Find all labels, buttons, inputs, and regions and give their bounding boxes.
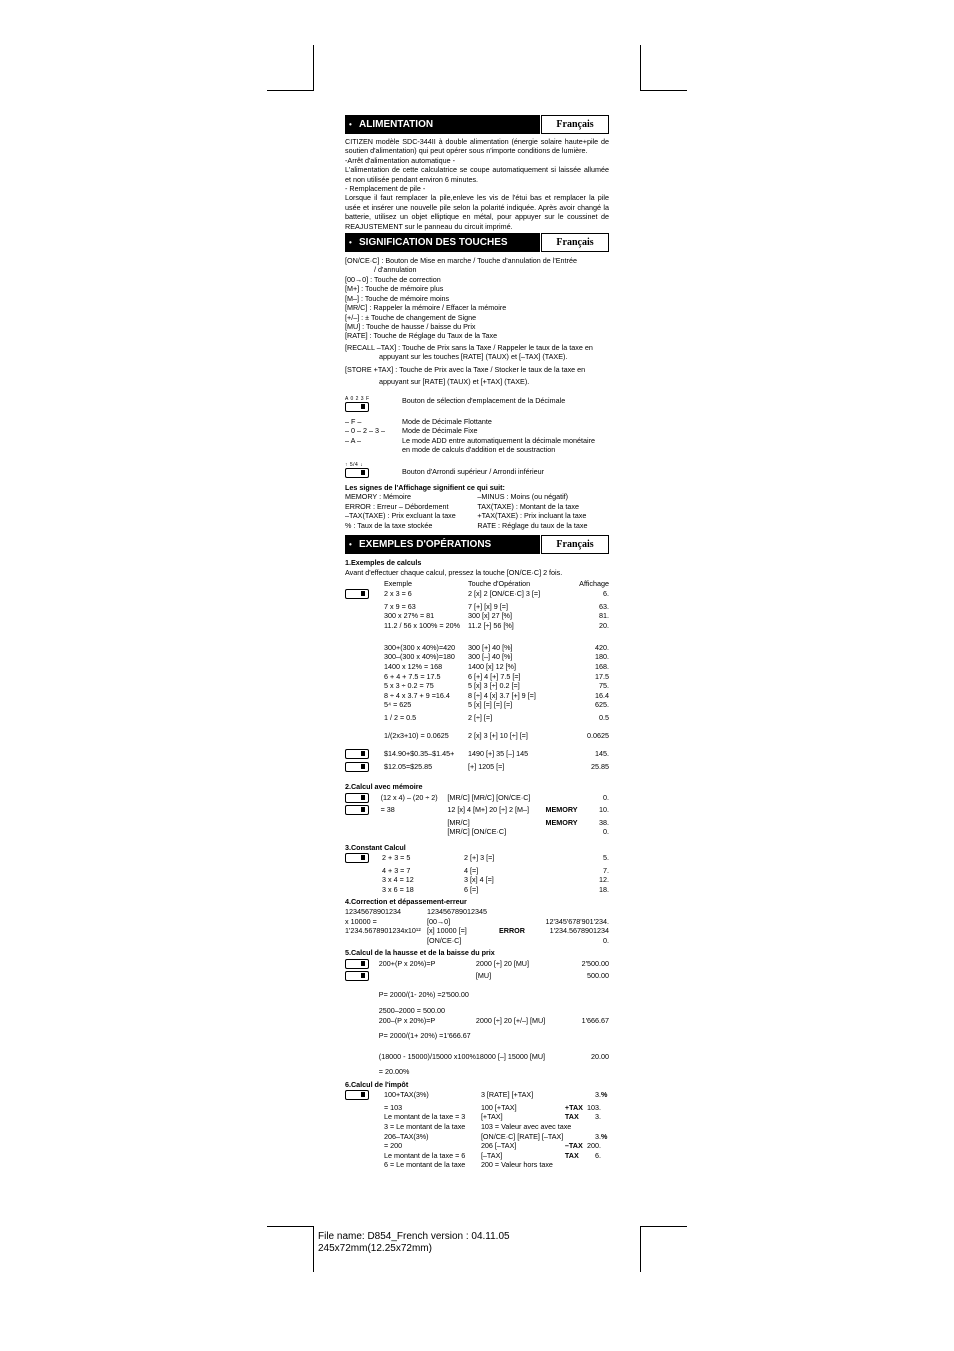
mode-desc: Mode de Décimale Flottante <box>402 416 492 426</box>
key-desc: / d'annulation <box>374 265 417 275</box>
sign-item: MEMORY : Mémoire <box>345 492 412 502</box>
table-row: 300 x 27% = 81 300 [x] 27 [%] 81. <box>384 611 609 621</box>
table-row: 12345678901234 123456789012345 <box>345 907 487 917</box>
table-row: 206–TAX(3%) [ON/CE·C] [RATE] [–TAX] 3. % <box>383 1131 608 1141</box>
key-desc: [00→0] : Touche de correction <box>345 274 441 284</box>
paragraph: CITIZEN modèle SDC-344II à double alimentation (énergie solaire haute+pile de soutien d'alimentation) qui peut opérer sous n'importe conditions de lumière. <box>345 137 609 156</box>
table-row: = 103 100 [+TAX] +TAX 103. <box>383 1102 601 1112</box>
mode-key: – 0 – 2 – 3 – <box>345 426 385 436</box>
table-row: = 200 206 [–TAX] –TAX 200. <box>383 1141 601 1151</box>
switch-label: A 0 2 3 F <box>345 396 370 403</box>
memory-table <box>345 793 609 837</box>
table-row: 200–(P x 20%)=P 2000 [÷] 20 [+/–] [MU] 1'666.67 <box>378 1015 609 1025</box>
table-row: P= 2000/(1- 20%) =2'500.00 <box>378 990 469 1000</box>
footer-line: 245x72mm(12.25x72mm) <box>318 1243 432 1254</box>
mode-row <box>345 436 609 455</box>
decimal-switch-icon <box>345 853 369 863</box>
sign-item: RATE : Réglage du taux de la taxe <box>477 520 588 530</box>
sign-item: –TAX(TAXE) : Prix excluant la taxe <box>345 511 456 521</box>
key-desc: [+/–] : ± Touche de changement de Signe <box>345 312 477 322</box>
decimal-switch-icon <box>345 959 369 969</box>
round-switch-icon <box>345 805 369 815</box>
table-row: 300–(300 x 40%)=180 300 [–] 40 [%] 180. <box>384 652 609 662</box>
table-row: Le montant de la taxe = 6 [–TAX] TAX 6. <box>383 1150 601 1160</box>
table-row: = 20.00% <box>378 1067 410 1077</box>
decimal-switch-icon <box>345 749 369 759</box>
table-row: [MR/C] MEMORY 38. <box>447 817 609 827</box>
table-row: 3 x 4 = 12 3 [x] 4 [=] 12. <box>382 875 609 885</box>
subsection-title: 3.Constant Calcul <box>345 842 406 852</box>
table-row: Le montant de la taxe = 3 [+TAX] TAX 3. <box>383 1112 601 1122</box>
section-header-keys: • SIGNIFICATION DES TOUCHES Français <box>345 233 609 252</box>
file-info-footer <box>318 1231 510 1255</box>
crop-mark <box>313 1226 314 1272</box>
intro-text: Avant d'effectuer chaque calcul, pressez la touche [ON/CE·C] 2 fois. <box>345 567 563 577</box>
table-row: 6 = Le montant de la taxe 200 = Valeur hors taxe <box>383 1160 553 1170</box>
mode-key: – A – <box>345 435 361 445</box>
table-row: (18000 - 15000)/15000 x100% 18000 [–] 15000 [MU] 20.00 <box>378 1052 609 1062</box>
table-row: (12 x 4) – (20 ÷ 2) [MR/C] [MR/C] [ON/CE·C] 0. <box>345 793 609 806</box>
table-row: 5⁴ = 625 5 [x] [=] [=] [=] 625. <box>384 700 609 710</box>
sign-item: ERROR : Erreur – Débordement <box>345 501 449 511</box>
table-row: 3 x 6 = 18 6 [=] 18. <box>382 885 609 895</box>
decimal-desc: Bouton de sélection d'emplacement de la Décimale <box>402 396 566 406</box>
key-desc: [RATE] : Touche de Réglage du Taux de la Taxe <box>345 331 498 341</box>
sign-item: –MINUS : Moins (ou négatif) <box>477 492 569 502</box>
language-label: Français <box>541 535 609 554</box>
table-row: 5 x 3 ÷ 0.2 = 75 5 [x] 3 [÷] 0.2 [=] 75. <box>384 681 609 691</box>
key-desc: [MR/C] : Rappeler la mémoire / Effacer la mémoire <box>345 303 507 313</box>
key-desc: [M+] : Touche de mémoire plus <box>345 284 444 294</box>
table-row: 200+(P x 20%)=P 2000 [÷] 20 [MU] 2'500.00 <box>345 959 609 972</box>
round-desc: Bouton d'Arrondi supérieur / Arrondi inférieur <box>402 467 545 477</box>
decimal-switch-row <box>345 396 609 414</box>
key-desc: appuyant sur [RATE] (TAUX) et [+TAX] (TAXE). <box>379 376 530 386</box>
sign-item: % : Taux de la taxe stockée <box>345 520 433 530</box>
calc-examples-table <box>345 579 609 774</box>
table-row: 3 = Le montant de la taxe 103 = Valeur avec avec taxe <box>383 1122 572 1131</box>
paragraph: L'alimentation de cette calculatrice se coupe automatiquement si laissée allumée et non utilisée pendant environ 6 minutes. <box>345 165 609 184</box>
mode-row <box>345 426 609 435</box>
language-label: Français <box>541 115 609 134</box>
sign-item: TAX(TAXE) : Montant de la taxe <box>477 501 579 511</box>
table-row: 1/(2x3+10) = 0.0625 2 [x] 3 [+] 10 [÷] [=] 0.0625 <box>384 731 609 741</box>
crop-mark <box>640 45 641 91</box>
decimal-switch-icon <box>345 589 369 599</box>
section-title: SIGNIFICATION DES TOUCHES <box>359 237 508 249</box>
decimal-switch-icon <box>345 793 369 803</box>
subsection-title: 6.Calcul de l'impôt <box>345 1079 409 1089</box>
correction-table <box>345 907 609 945</box>
paragraph: - Remplacement de pile - <box>345 184 426 194</box>
paragraph: -Arrêt d'alimentation automatique - <box>345 155 456 165</box>
table-row: $12.05=$25.85 [+] 1205 [=] 25.85 <box>345 762 609 775</box>
tax-table <box>345 1090 609 1170</box>
footer-line: File name: D854_French version : 04.11.05 <box>318 1231 510 1242</box>
table-row: [ON/CE·C] 0. <box>427 935 609 945</box>
section-title: ALIMENTATION <box>359 119 434 130</box>
signs-table <box>345 492 609 530</box>
section-header-alimentation: • ALIMENTATION Français <box>345 115 609 134</box>
mode-row <box>345 417 609 426</box>
crop-mark <box>640 90 687 91</box>
switch-label: ↑ 5/4 ↓ <box>345 462 364 469</box>
key-desc: [RECALL –TAX] : Touche de Prix sans la Taxe / Rappeler le taux de la taxe en <box>345 342 593 352</box>
table-row: [MU] 500.00 <box>345 971 609 984</box>
round-switch-icon <box>345 971 369 981</box>
table-row: x 10000 = [00→0] 12'345'678'901'234. <box>345 916 609 926</box>
sign-item: +TAX(TAXE) : Prix incluant la taxe <box>477 511 587 521</box>
language-label: Français <box>541 233 609 252</box>
table-row: 11.2 / 56 x 100% = 20% 11.2 [÷] 56 [%] 20. <box>384 620 609 630</box>
crop-mark <box>267 1226 314 1227</box>
table-row: 2 x 3 = 6 2 [x] 2 [ON/CE·C] 3 [=] 6. <box>345 589 609 602</box>
table-row: 8 ÷ 4 x 3.7 + 9 =16.4 8 [÷] 4 [x] 3.7 [+] 9 [=] 16.4 <box>384 690 609 700</box>
key-desc: [M–] : Touche de mémoire moins <box>345 293 450 303</box>
table-row: 300+(300 x 40%)=420 300 [+] 40 [%] 420. <box>384 642 609 652</box>
table-row: 1400 x 12% = 168 1400 [x] 12 [%] 168. <box>384 661 609 671</box>
key-desc: [MU] : Touche de hausse / baisse du Prix <box>345 321 476 331</box>
paragraph: Lorsque il faut remplacer la pile,enleve les vis de l'étui bas et remplacer la pile usée et insérer une nouvelle pile selon la polarité indiquée. Après avoir changé la batterie, utilisez un objet elliptique en métal, pour appuyer sur le coussinet de REAJUSTEMENT sur le panneau du circuit imprimé. <box>345 193 609 231</box>
table-row: 7 x 9 = 63 7 [+] [x] 9 [=] 63. <box>384 601 609 611</box>
crop-mark <box>313 45 314 91</box>
section-header-operations: • EXEMPLES D'OPÉRATIONS Français <box>345 535 609 554</box>
manual-page <box>345 115 609 1170</box>
key-desc: [ON/CE·C] : Bouton de Mise en marche / Touche d'annulation de l'Entrée <box>345 256 577 266</box>
mode-desc: Le mode ADD entre automatiquement la décimale monétaire en mode de calculs d'addition et de soustraction <box>402 435 595 454</box>
table-row: 2500–2000 = 500.00 <box>378 1006 445 1016</box>
crop-mark <box>267 90 314 91</box>
col-header: Affichage <box>579 579 609 589</box>
table-row: 1 / 2 = 0.5 2 [÷] [=] 0.5 <box>384 713 609 723</box>
table-row: 2 + 3 = 5 2 [+] 3 [=] 5. <box>345 853 609 866</box>
table-row: 6 + 4 + 7.5 = 17.5 6 [+] 4 [+] 7.5 [=] 17.5 <box>384 671 609 681</box>
subsection-title: 2.Calcul avec mémoire <box>345 782 423 792</box>
decimal-switch-icon <box>345 402 369 412</box>
crop-mark <box>640 1226 687 1227</box>
col-header: Exemple <box>384 579 412 589</box>
subsection-title: 1.Exemples de calculs <box>345 557 422 567</box>
round-switch-icon <box>345 468 369 478</box>
table-row: = 38 12 [x] 4 [M+] 20 [÷] 2 [M–] MEMORY 10. <box>345 805 609 818</box>
round-switch-icon <box>345 762 369 772</box>
decimal-switch-icon <box>345 1090 369 1100</box>
mode-desc: Mode de Décimale Fixe <box>402 426 478 436</box>
round-switch-row <box>345 462 609 480</box>
table-row: P= 2000/(1+ 20%) =1'666.67 <box>378 1031 471 1041</box>
constant-table <box>345 853 609 894</box>
table-row: 1'234.5678901234x10¹² [x] 10000 [=] ERROR 1'234.5678901234 <box>345 926 609 936</box>
table-row: 4 + 3 = 7 4 [=] 7. <box>382 865 609 875</box>
table-row: 100+TAX(3%) 3 [RATE] [+TAX] 3. % <box>345 1090 609 1103</box>
table-row: [MR/C] [ON/CE·C] 0. <box>447 827 609 837</box>
key-desc: appuyant sur les touches [RATE] (TAUX) et [–TAX] (TAXE). <box>379 352 568 362</box>
section-title: EXEMPLES D'OPÉRATIONS <box>359 538 492 550</box>
col-header: Touche d'Opération <box>468 579 531 589</box>
markup-table <box>345 959 609 1077</box>
signs-title: Les signes de l'Affichage signifient ce qui suit: <box>345 482 505 492</box>
table-row: $14.90+$0.35–$1.45+ 1490 [+] 35 [–] 145 145. <box>345 749 609 762</box>
crop-mark <box>640 1226 641 1272</box>
subsection-title: 5.Calcul de la hausse et de la baisse du prix <box>345 948 495 958</box>
key-desc: [STORE +TAX] : Touche de Prix avec la Taxe / Stocker le taux de la taxe en <box>345 364 586 374</box>
mode-key: – F – <box>345 416 362 426</box>
subsection-title: 4.Correction et dépassement-erreur <box>345 896 467 906</box>
